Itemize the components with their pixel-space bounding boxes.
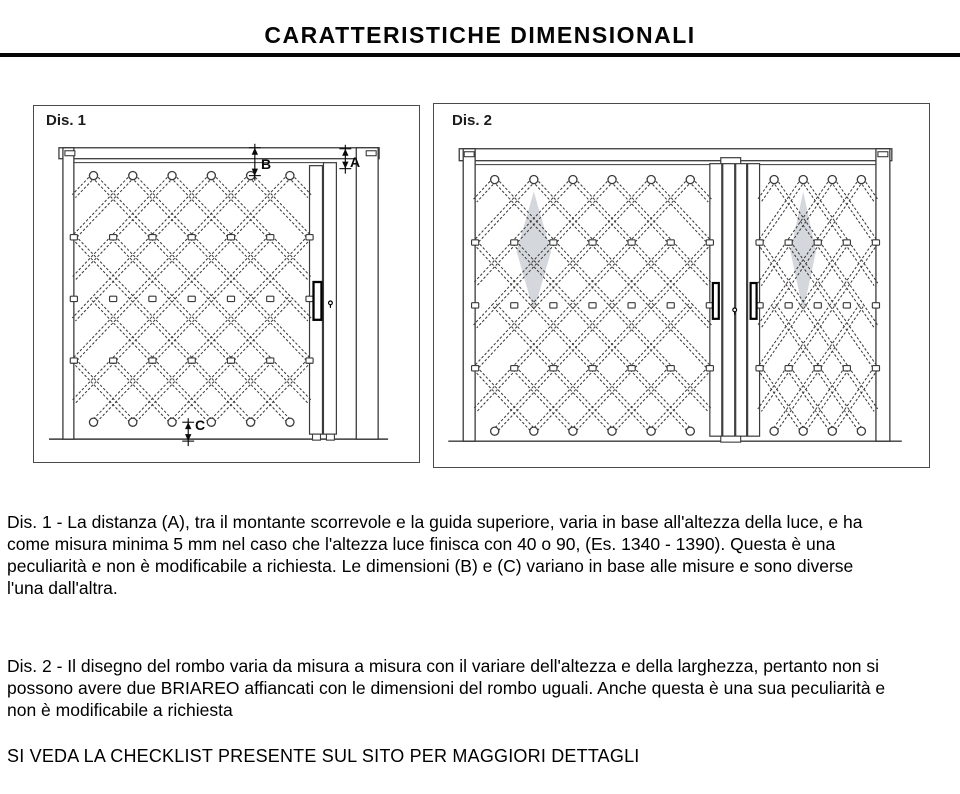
page-title: CARATTERISTICHE DIMENSIONALI	[264, 22, 696, 48]
text-line: come misura minima 5 mm nel caso che l'altezza luce finisca con 40 o 90, (Es. 1340 - 1390). Questa è una	[7, 534, 836, 554]
dimension-label-b: B	[261, 156, 272, 172]
figure-dis2	[433, 103, 930, 468]
text-line: peculiarità e non è modificabile a richiesta. Le dimensioni (B) e (C) variano in base alle misure e sono diverse	[7, 556, 854, 576]
text-line: l'una dall'altra.	[7, 578, 118, 598]
footer-note: SI VEDA LA CHECKLIST PRESENTE SUL SITO PER MAGGIORI DETTAGLI	[7, 746, 640, 766]
paragraph-dis2	[7, 655, 953, 721]
text-line: Dis. 1 - La distanza (A), tra il montante scorrevole e la guida superiore, varia in base all'altezza della luce, e ha	[7, 512, 863, 532]
figure-dis1-label: Dis. 1	[46, 112, 87, 129]
scissor-gate-drawing-single-leaf	[34, 106, 419, 462]
scissor-gate-drawing-double-leaf	[434, 104, 929, 467]
figure-dis2-label: Dis. 2	[452, 112, 493, 129]
dimension-label-c: C	[195, 417, 206, 433]
title-rule	[0, 53, 960, 57]
dimension-label-a: A	[350, 154, 361, 170]
paragraph-dis1	[7, 511, 953, 599]
text-line: non è modificabile a richiesta	[7, 700, 233, 720]
text-line: Dis. 2 - Il disegno del rombo varia da misura a misura con il variare dell'altezza e della larghezza, pertanto non si	[7, 656, 879, 676]
figure-dis1	[33, 105, 420, 463]
text-line: possono avere due BRIAREO affiancati con le dimensioni del rombo uguali. Anche questa è una sua peculiarità e	[7, 678, 886, 698]
